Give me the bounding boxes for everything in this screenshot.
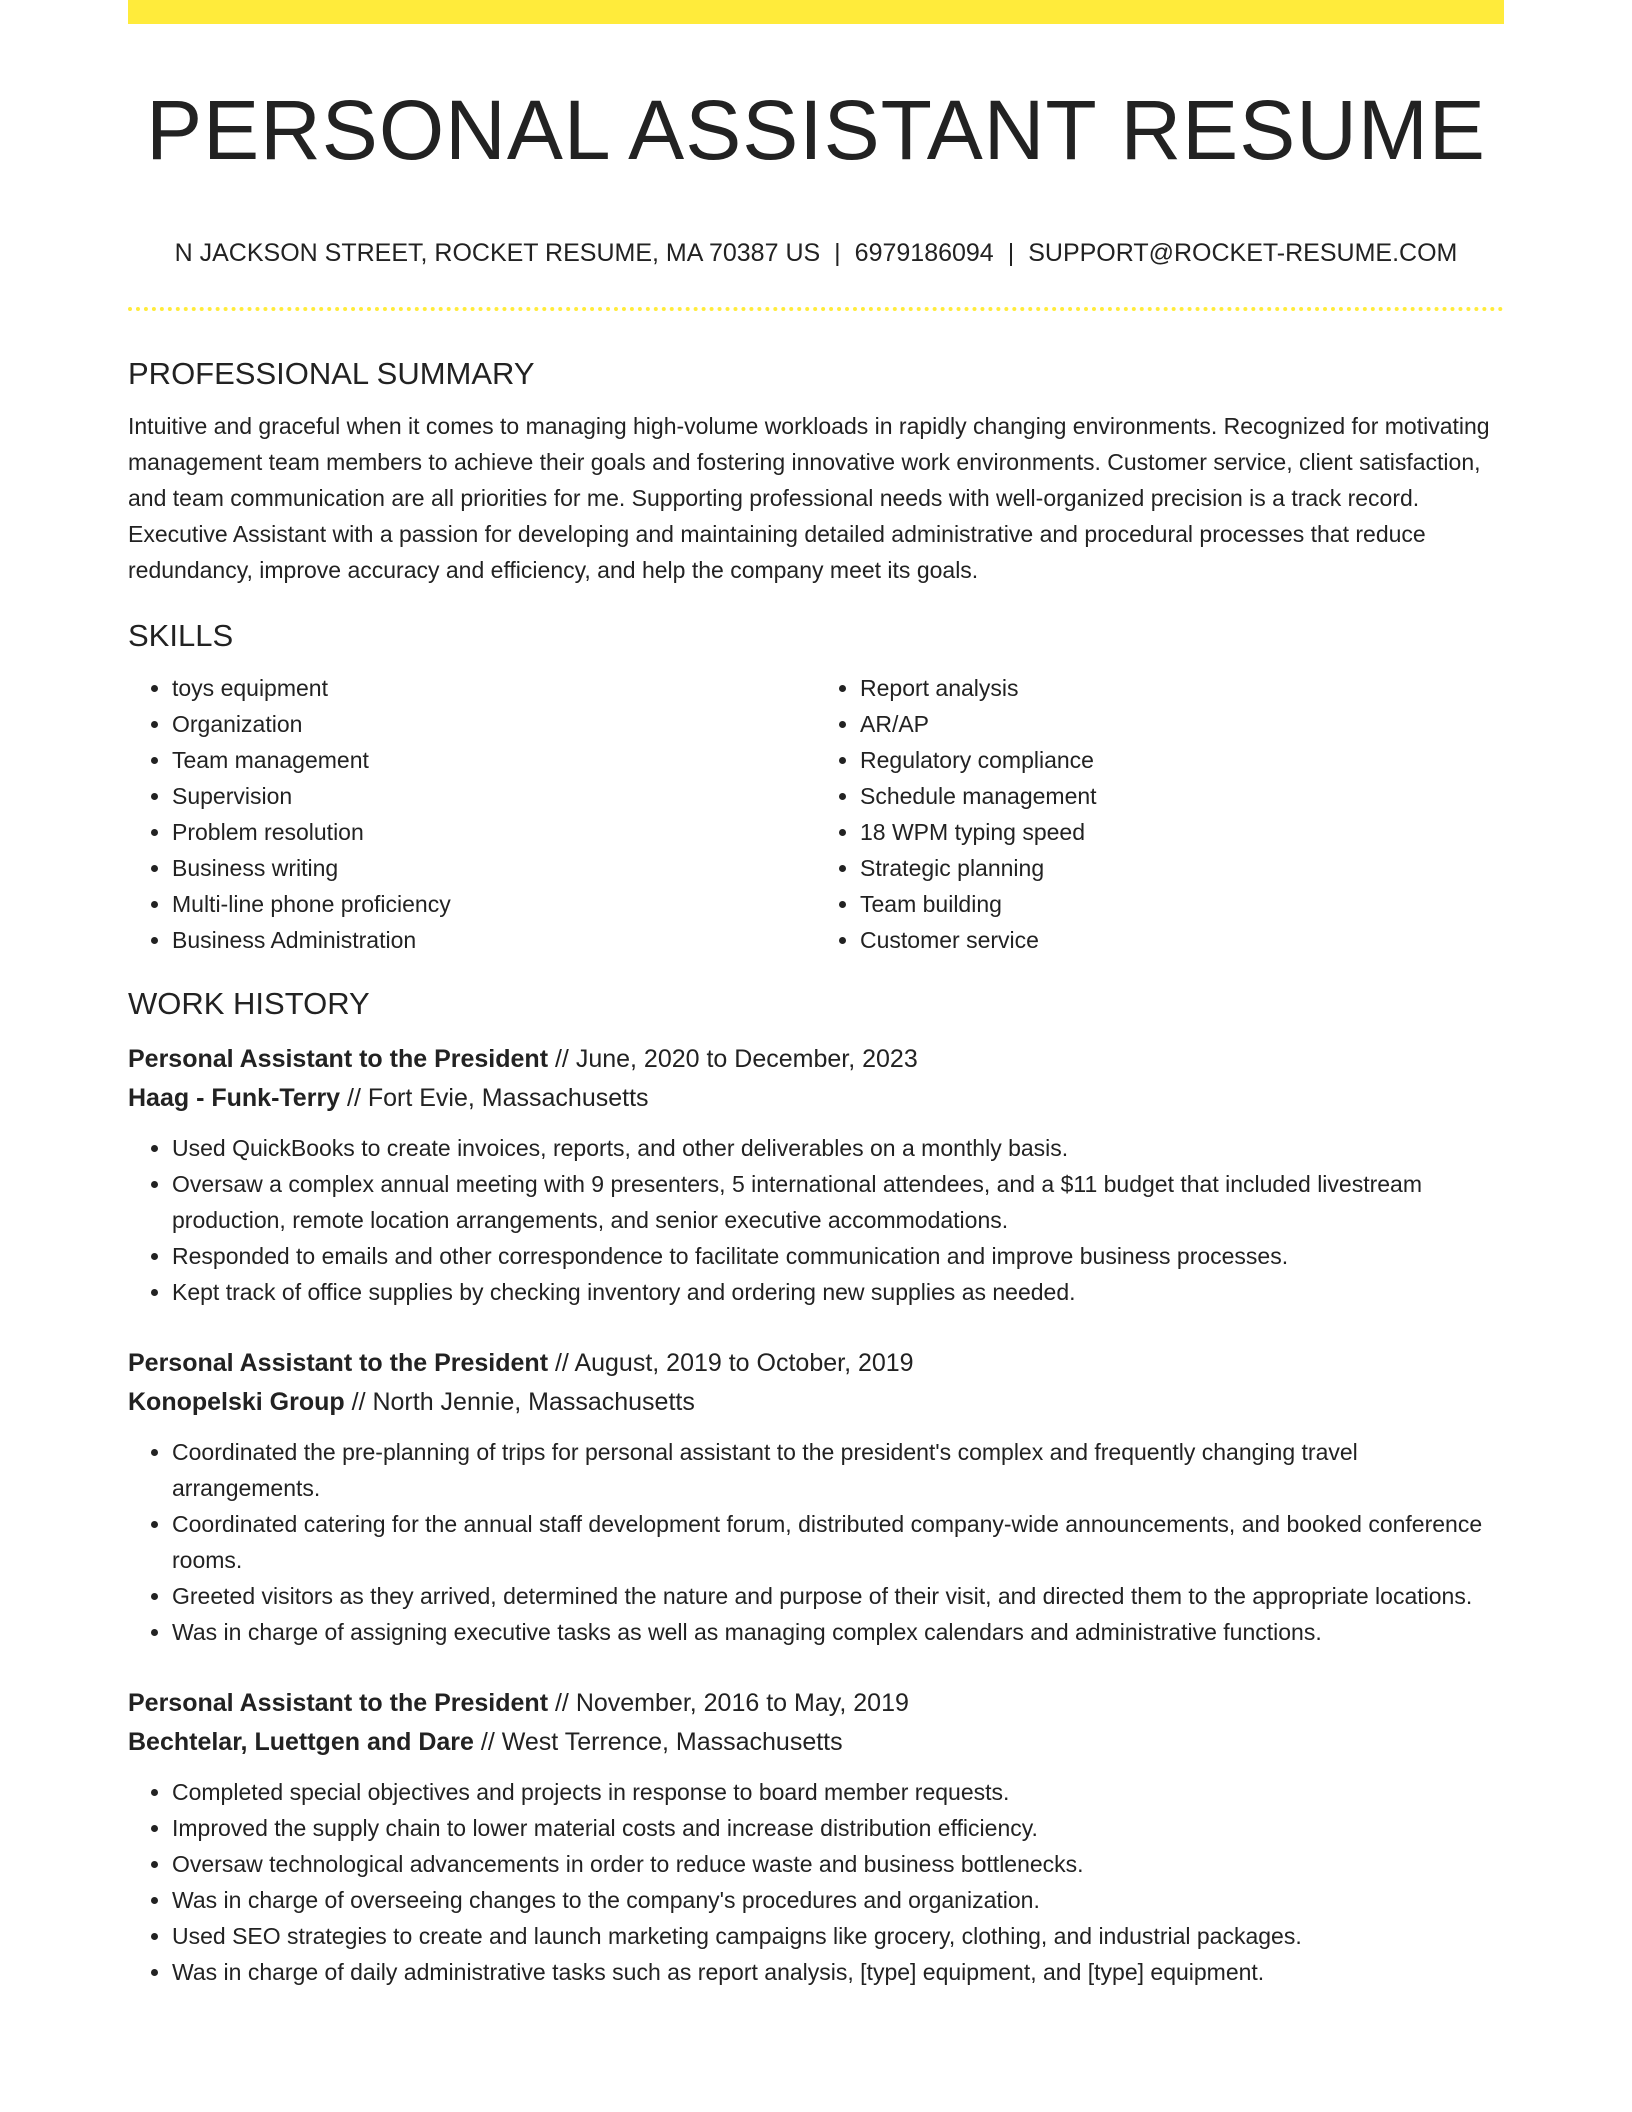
job-company-line [128,1079,1504,1118]
job-entry [128,1344,1504,1650]
job-bullet: • Used SEO strategies to create and launch marketing campaigns like grocery, clothing, and industrial packages. [172,1918,1504,1954]
job-bullet: • Completed special objectives and projects in response to board member requests. [172,1774,1504,1810]
top-accent-bar [128,0,1504,24]
job-title-line [128,1040,1504,1079]
contact-phone: 6979186094 [854,239,994,267]
job-bullet: • Kept track of office supplies by checking inventory and ordering new supplies as needed. [172,1274,1504,1310]
job-bullets [128,1774,1504,1990]
skills-heading: SKILLS [128,618,234,653]
skill-item: • Problem resolution [172,814,816,850]
job-company: Bechtelar, Luettgen and Dare [128,1728,474,1756]
contact-separator: | [834,239,841,267]
skill-item: • Organization [172,706,816,742]
dotted-divider [128,307,1504,311]
contact-email: SUPPORT@ROCKET-RESUME.COM [1028,239,1458,267]
job-entry [128,1684,1504,1990]
job-dates: // November, 2016 to May, 2019 [554,1689,909,1717]
job-location: // North Jennie, Massachusetts [351,1388,695,1416]
skills-columns [128,670,1504,958]
skill-item: • Customer service [860,922,1504,958]
job-company: Konopelski Group [128,1388,345,1416]
job-bullet: • Responded to emails and other correspondence to facilitate communication and improve business processes. [172,1238,1504,1274]
skill-item: • Regulatory compliance [860,742,1504,778]
job-location: // West Terrence, Massachusetts [480,1728,843,1756]
resume-title: PERSONAL ASSISTANT RESUME [146,83,1486,177]
job-bullet: • Used QuickBooks to create invoices, reports, and other deliverables on a monthly basis. [172,1130,1504,1166]
skill-item: • toys equipment [172,670,816,706]
job-bullet: • Was in charge of assigning executive tasks as well as managing complex calendars and administrative functions. [172,1614,1504,1650]
job-company-line [128,1383,1504,1422]
job-bullet: • Was in charge of overseeing changes to the company's procedures and organization. [172,1882,1504,1918]
job-bullet: • Was in charge of daily administrative tasks such as report analysis, [type] equipment, and [type] equipment. [172,1954,1504,1990]
job-bullet: • Coordinated the pre-planning of trips for personal assistant to the president's complex and frequently changing travel arrangements. [172,1434,1504,1506]
summary-heading: PROFESSIONAL SUMMARY [128,356,535,391]
job-location: // Fort Evie, Massachusetts [347,1084,649,1112]
job-title-line [128,1344,1504,1383]
job-company-line [128,1723,1504,1762]
job-company: Haag - Funk-Terry [128,1084,341,1112]
contact-address: N JACKSON STREET, ROCKET RESUME, MA 70387 US [174,239,821,267]
job-title-line [128,1684,1504,1723]
skill-item: • Schedule management [860,778,1504,814]
resume-content [128,352,1504,1990]
skill-item: • Supervision [172,778,816,814]
skills-right-column [816,670,1504,958]
job-title: Personal Assistant to the President [128,1349,549,1377]
skill-item: • Team management [172,742,816,778]
job-bullets [128,1434,1504,1650]
job-entry [128,1040,1504,1310]
skill-item: • Multi-line phone proficiency [172,886,816,922]
skill-item: • Business writing [172,850,816,886]
skill-item: • 18 WPM typing speed [860,814,1504,850]
contact-separator: | [1007,239,1015,267]
job-bullet: • Greeted visitors as they arrived, determined the nature and purpose of their visit, and directed them to the appropriate locations. [172,1578,1504,1614]
job-bullets [128,1130,1504,1310]
job-bullet: • Improved the supply chain to lower material costs and increase distribution efficiency. [172,1810,1504,1846]
skills-left-column [128,670,816,958]
skill-item: • Report analysis [860,670,1504,706]
job-bullet: • Oversaw a complex annual meeting with 9 presenters, 5 international attendees, and a $11 budget that included livestream production, remote location arrangements, and senior executive accommodations. [172,1166,1504,1238]
skill-item: • Business Administration [172,922,816,958]
job-title: Personal Assistant to the President [128,1045,549,1073]
job-dates: // August, 2019 to October, 2019 [554,1349,914,1377]
contact-line [128,236,1504,270]
work-history-heading: WORK HISTORY [128,986,370,1021]
skill-item: • AR/AP [860,706,1504,742]
skill-item: • Team building [860,886,1504,922]
job-title: Personal Assistant to the President [128,1689,549,1717]
job-bullet: • Oversaw technological advancements in order to reduce waste and business bottlenecks. [172,1846,1504,1882]
skill-item: • Strategic planning [860,850,1504,886]
job-dates: // June, 2020 to December, 2023 [554,1045,918,1073]
summary-text: Intuitive and graceful when it comes to managing high-volume workloads in rapidly changing environments. Recognized for motivating management team members to achieve their goals and fostering innovative work environments. Customer service, client satisfaction, and team communication are all priorities for me. Supporting professional needs with well-organized precision is a track record. Executive Assistant with a passion for developing and maintaining detailed administrative and procedural processes that reduce redundancy, improve accuracy and efficiency, and help the company meet its goals. [128,413,1490,583]
job-bullet: • Coordinated catering for the annual staff development forum, distributed company-wide announcements, and booked conference rooms. [172,1506,1504,1578]
